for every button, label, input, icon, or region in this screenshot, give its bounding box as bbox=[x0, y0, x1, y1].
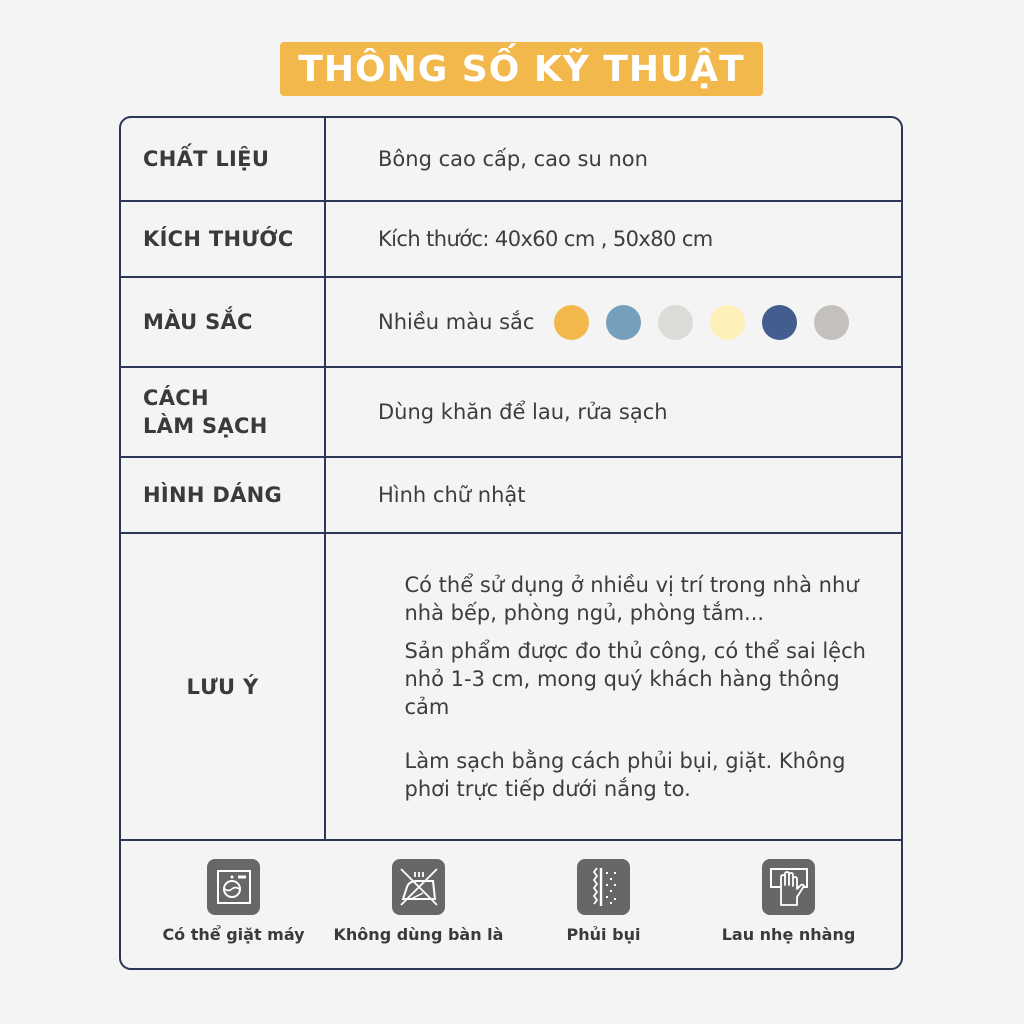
spec-row-cleaning bbox=[121, 368, 901, 458]
spec-label: LƯU Ý bbox=[121, 534, 326, 839]
spec-row-shape bbox=[121, 458, 901, 534]
swatch-cream bbox=[710, 305, 745, 340]
no-iron-icon bbox=[392, 859, 445, 915]
swatch-light-gray bbox=[658, 305, 693, 340]
spec-label bbox=[121, 368, 326, 456]
note-item: Sản phẩm được đo thủ công, có thể sai lệch nhỏ 1-3 cm, mong quý khách hàng thông cảm bbox=[404, 638, 866, 719]
swatch-yellow bbox=[554, 305, 589, 340]
dust-off-icon bbox=[577, 859, 630, 915]
page-title: THÔNG SỐ KỸ THUẬT bbox=[298, 48, 745, 90]
spec-row-color bbox=[121, 278, 901, 368]
spec-row-size bbox=[121, 202, 901, 278]
care-label: Có thể giặt máy bbox=[162, 925, 305, 944]
spec-label-line: LÀM SẠCH bbox=[143, 414, 268, 438]
gentle-wipe-icon bbox=[762, 859, 815, 915]
spec-label-line: CÁCH bbox=[143, 386, 209, 410]
care-item-machine-wash bbox=[141, 859, 326, 944]
swatch-navy bbox=[762, 305, 797, 340]
care-label: Không dùng bàn là bbox=[333, 925, 504, 944]
swatch-gray bbox=[814, 305, 849, 340]
spec-label: MÀU SẮC bbox=[121, 278, 326, 366]
spec-label: KÍCH THƯỚC bbox=[121, 202, 326, 276]
spec-value: Dùng khăn để lau, rửa sạch bbox=[378, 400, 668, 424]
spec-row-material bbox=[121, 118, 901, 202]
note-item: Có thể sử dụng ở nhiều vị trí trong nhà như nhà bếp, phòng ngủ, phòng tắm... bbox=[404, 572, 859, 625]
spec-table bbox=[119, 116, 903, 970]
spec-value: Kích thước: 40x60 cm , 50x80 cm bbox=[378, 227, 713, 251]
spec-label: CHẤT LIỆU bbox=[121, 118, 326, 200]
spec-value: Bông cao cấp, cao su non bbox=[378, 147, 648, 171]
care-label: Phủi bụi bbox=[566, 925, 641, 944]
note-item: Làm sạch bằng cách phủi bụi, giặt. Không phơi trực tiếp dưới nắng to. bbox=[404, 748, 846, 801]
care-item-gentle-wipe bbox=[696, 859, 881, 944]
care-label: Lau nhẹ nhàng bbox=[721, 925, 856, 944]
spec-row-notes bbox=[121, 534, 901, 841]
color-swatches bbox=[554, 305, 849, 340]
care-item-dust-off bbox=[511, 859, 696, 944]
spec-value bbox=[326, 278, 901, 366]
care-item-no-iron bbox=[326, 859, 511, 944]
title-banner bbox=[280, 42, 763, 96]
spec-label: HÌNH DÁNG bbox=[121, 458, 326, 532]
spec-value: Hình chữ nhật bbox=[378, 483, 526, 507]
washing-machine-icon bbox=[207, 859, 260, 915]
swatch-blue bbox=[606, 305, 641, 340]
care-instructions bbox=[121, 841, 901, 968]
color-text: Nhiều màu sắc bbox=[378, 310, 535, 334]
notes-list bbox=[326, 534, 901, 839]
